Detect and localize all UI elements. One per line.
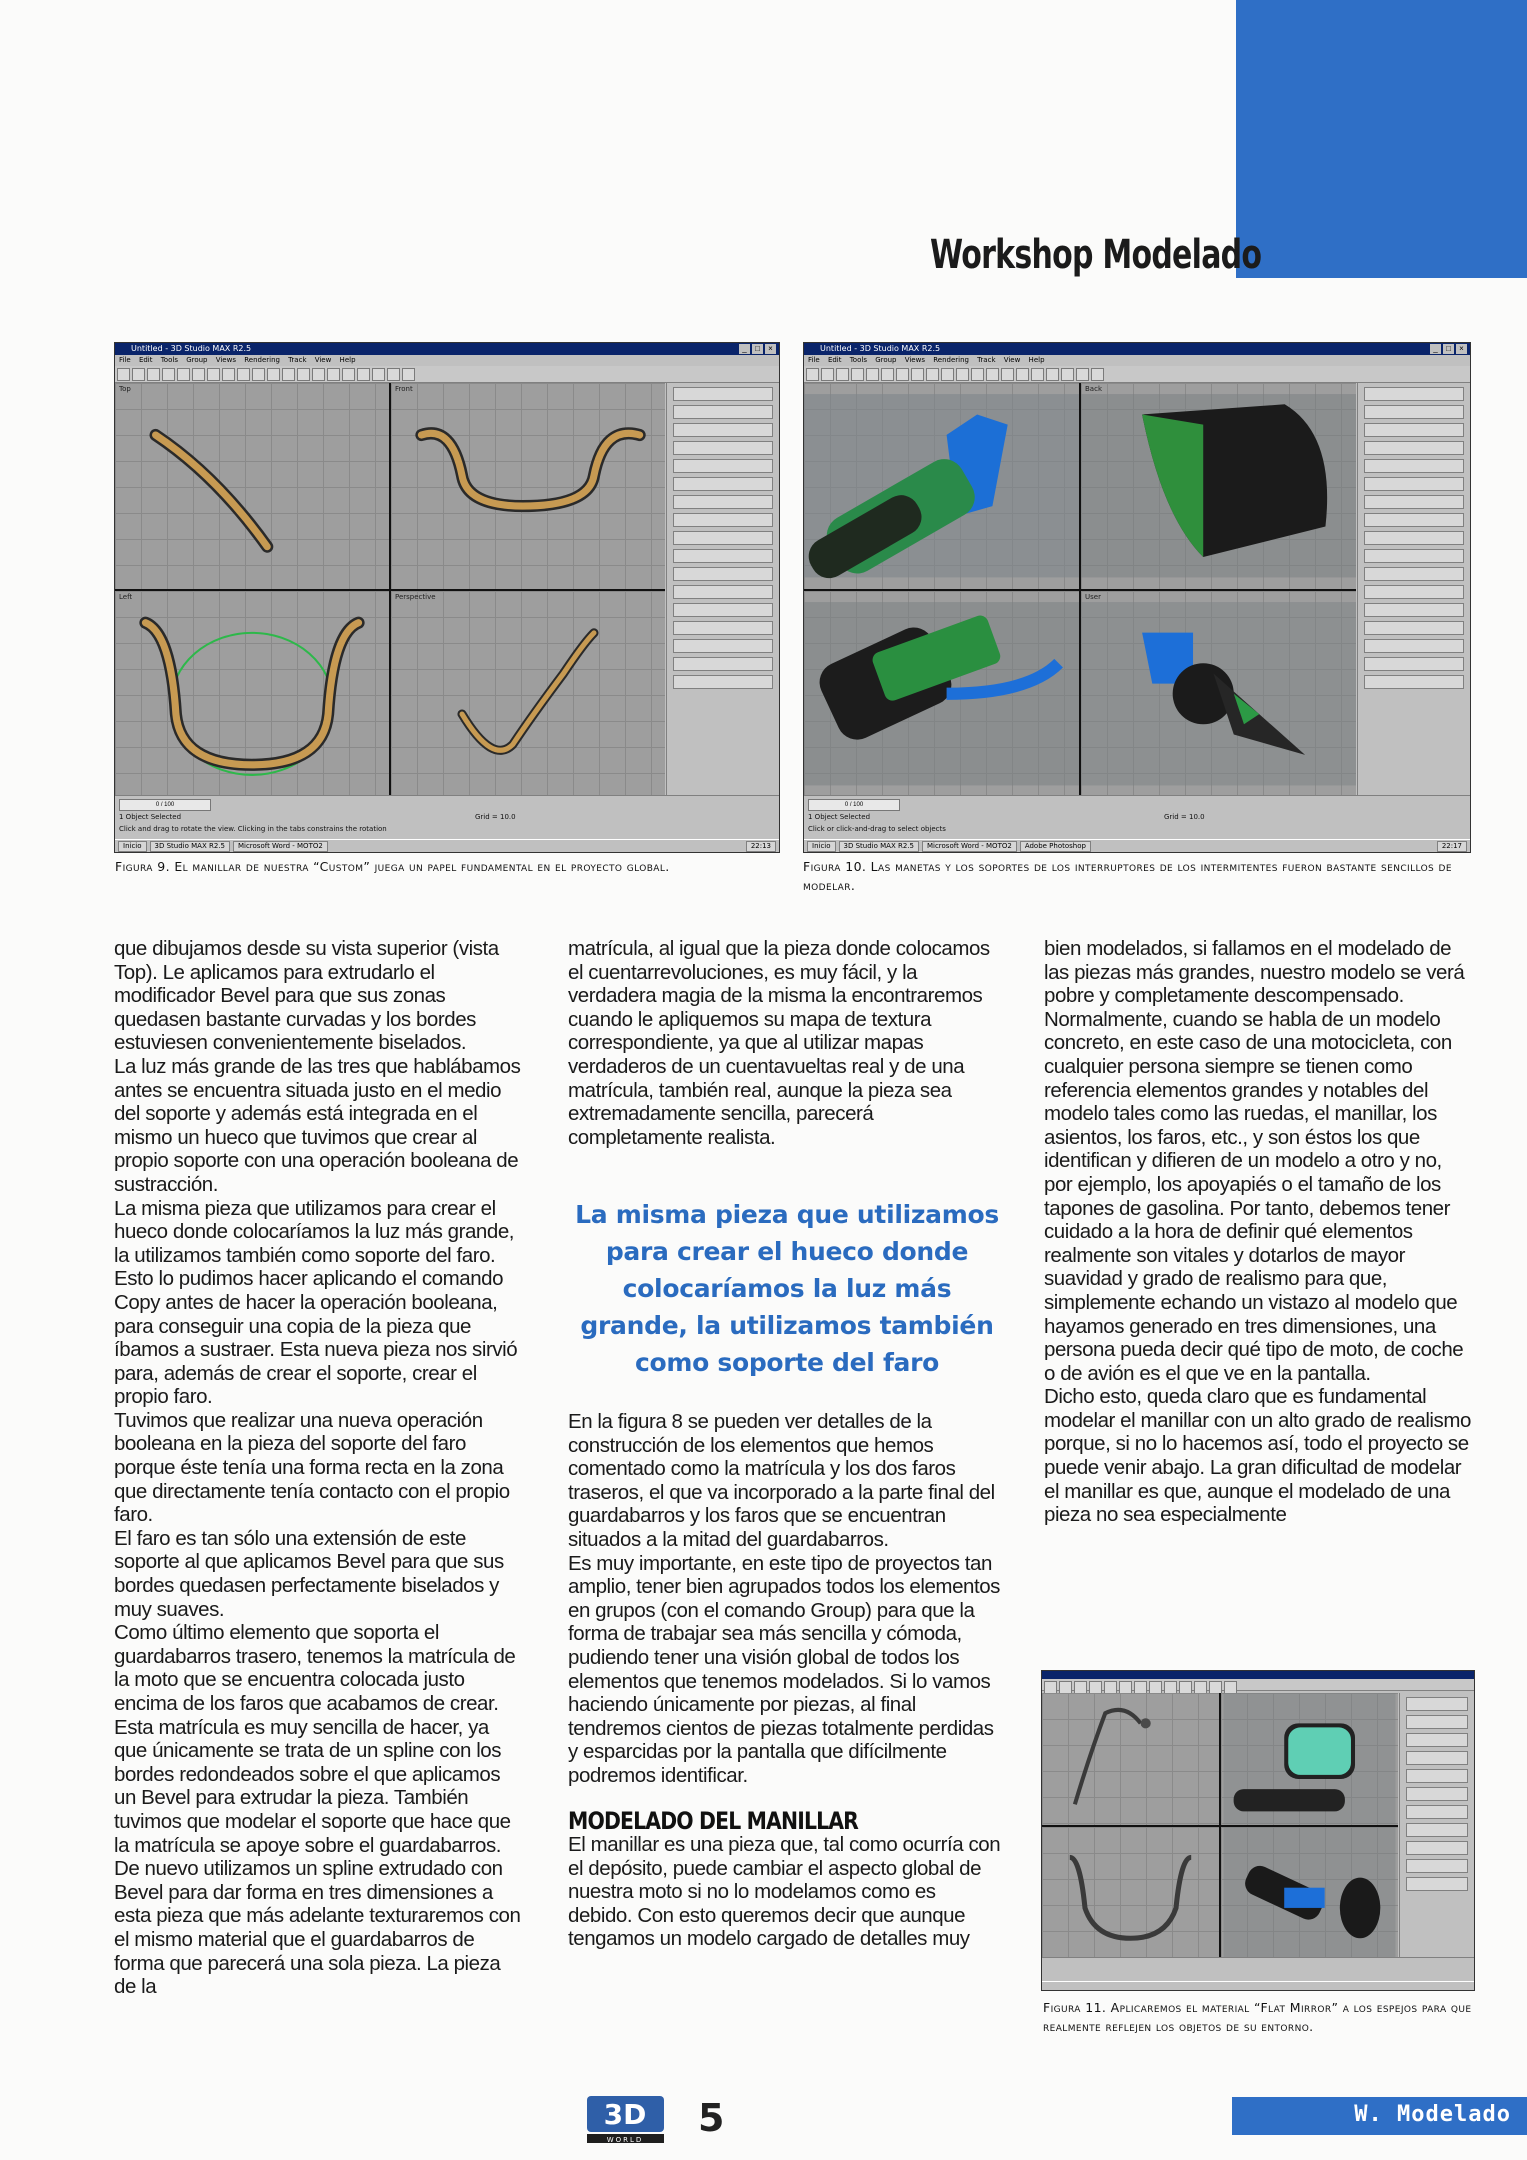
viewport-label: Left — [119, 592, 133, 601]
viewport-label: Top — [119, 385, 131, 393]
handlebar-perspective-shape — [391, 591, 665, 797]
time-slider[interactable]: 0 / 100 — [119, 799, 211, 811]
paragraph: En la figura 8 se pueden ver detalles de la construcción de los elementos que hemos comentado como la matrícula y los dos faros traseros, el que va incorporado a la parte final del guardabarros y los faros que se encuentran situados a la mitad del guardabarros. — [568, 1410, 995, 1551]
paragraph: El faro es tan sólo una extensión de este soporte al que aplicamos Bevel para que sus bordes quedasen perfectamente biselados y muy suaves. — [114, 1526, 504, 1621]
logo-subtext: WORLD — [606, 2136, 644, 2144]
pull-quote: La misma pieza que utilizamos para crear el hueco donde colocaríamos la luz más grande, la utilizamos también como soporte del faro — [575, 1200, 999, 1377]
window-controls — [1430, 344, 1467, 354]
body-column-3 — [1044, 937, 1472, 1527]
status-hint: Click or click-and-drag to select objects — [808, 825, 946, 833]
viewport-top-left — [804, 383, 1079, 589]
lever-shape — [804, 591, 1079, 797]
main-toolbar — [1042, 1679, 1474, 1691]
grid-readout: Grid = 10.0 — [475, 813, 516, 821]
main-toolbar — [804, 366, 1470, 383]
taskbar-item[interactable]: Adobe Photoshop — [1020, 841, 1091, 852]
viewport-bottom-left — [115, 591, 389, 797]
footer-section-tab — [1232, 2097, 1527, 2135]
figure-11-screenshot — [1041, 1670, 1475, 1991]
figure-9-screenshot — [114, 342, 780, 853]
viewport-bottom-right — [391, 591, 665, 797]
paragraph: que dibujamos desde su vista superior (vista Top). Le aplicamos para extrudarlo el modificador Bevel para que sus zonas quedasen bastante curvadas y los bordes estuviesen convenientemente biselados. — [114, 937, 499, 1055]
body-column-2-top — [568, 937, 1004, 1149]
time-slider[interactable]: 0 / 100 — [808, 799, 900, 811]
handlebar-front-small-shape — [1042, 1827, 1219, 1959]
subheading: MODELADO DEL MANILLAR — [568, 1806, 859, 1835]
magazine-logo — [587, 2096, 664, 2148]
minimize-icon: _ — [1430, 344, 1441, 354]
status-hint: Click and drag to rotate the view. Clicking in the tabs constrains the rotation — [119, 825, 387, 833]
viewport-label: Front — [395, 385, 413, 393]
mirror-flat-shape — [1221, 1693, 1398, 1825]
paragraph: Esta matrícula es muy sencilla de hacer, ya que únicamente se trata de un spline con los bordes redondeados sobre el que aplicamos un Bevel para extrudar la pieza. También tuvimos que modelar el soporte que hace que la matrícula se apoye sobre el guardabarros. De nuevo utilizamos un spline extrudado con Bevel para dar forma en tres dimensiones a esta pieza que más adelante texturaremos con el mismo material que el guardabarros de forma que parecerá una sola pieza. La pieza de la — [114, 1715, 521, 1999]
section-title: Workshop Modelado — [930, 232, 1262, 278]
paragraph: matrícula, al igual que la pieza donde colocamos el cuentarrevoluciones, es muy fácil, y la verdadera magia de la misma la encontraremos cuando le apliquemos su mapa de textura correspondiente, ya que al utilizar mapas verdaderos de un cuentavueltas real y de una matrícula, también real, aunque la pieza sea extremadamente sencilla, parecerá completamente realista. — [568, 937, 990, 1149]
status-selected: 1 Object Selected — [119, 813, 182, 821]
viewport-grid — [115, 383, 665, 796]
paragraph: bien modelados, si fallamos en el modelado de las piezas más grandes, nuestro modelo se verá pobre y completamente descompensado. — [1044, 937, 1465, 1008]
handlebar-mirror-shape — [1042, 1693, 1219, 1825]
handlebar-straight-shape — [115, 383, 389, 589]
main-toolbar — [115, 366, 779, 383]
body-column-2-bottom — [568, 1410, 1004, 1951]
viewport-top-right — [1081, 383, 1356, 589]
taskbar-item[interactable]: Microsoft Word - MOTO2 — [233, 841, 328, 852]
paragraph: Es muy importante, en este tipo de proyectos tan amplio, tener bien agrupados todos los elementos en grupos (con el comando Group) para que la forma de trabajar sea más sencilla y cómoda, pudiendo tener una visión global de todos los elementos que tenemos modelados. Si lo vamos haciendo únicamente por piezas, al final tendremos cientos de piezas totalmente perdidas y esparcidas por la pantalla que difícilmente podremos identificar. — [568, 1551, 1000, 1787]
logo-text: 3D — [603, 2098, 647, 2131]
viewport-bottom-left — [1042, 1827, 1219, 1959]
paragraph: El manillar es una pieza que, tal como ocurría con el depósito, puede cambiar el aspecto global de nuestra moto si no lo modelamos como es debido. Con esto queremos decir que aunque tengamos un modelo cargado de detalles muy — [568, 1833, 1001, 1951]
taskbar-item[interactable]: Microsoft Word - MOTO2 — [922, 841, 1017, 852]
viewport-label: User — [1085, 592, 1101, 601]
body-column-1 — [114, 937, 526, 1999]
paragraph: La misma pieza que utilizamos para crear el hueco donde colocaríamos la luz más grande, la utilizamos también como soporte del faro. Esto lo pudimos hacer aplicando el comando Copy antes de hacer la operación booleana, para conseguir una copia de la pieza que íbamos a sustraer. Esta nueva pieza nos sirvió para, además de crear el soporte, crear el propio faro. — [114, 1196, 518, 1409]
status-area — [804, 795, 1470, 840]
start-button[interactable]: Inicio — [118, 841, 147, 852]
command-panel — [666, 383, 779, 796]
viewport-top-left — [1042, 1693, 1219, 1825]
status-selected: 1 Object Selected — [808, 813, 871, 821]
mirror-perspective-shape — [1221, 1827, 1398, 1959]
figure-9-caption: Figura 9. El manillar de nuestra “Custom” juega un papel fundamental en el proyecto global. — [115, 859, 670, 874]
paragraph: Tuvimos que realizar una nueva operación booleana en la pieza del soporte del faro porque éste tenía una forma recta en la zona que directamente tenía contacto con el propio faro. — [114, 1408, 510, 1527]
viewport-label: Perspective — [395, 592, 436, 601]
taskbar — [115, 839, 779, 852]
viewport-top-right — [391, 383, 665, 589]
taskbar — [1042, 1981, 1474, 1990]
headlight-housing-shape — [1081, 383, 1356, 589]
grid-readout: Grid = 10.0 — [1164, 813, 1205, 821]
status-area — [1042, 1957, 1474, 1982]
taskbar-item[interactable]: 3D Studio MAX R2.5 — [839, 841, 919, 852]
taskbar-clock: 22:17 — [1437, 841, 1467, 852]
figure-10-caption: Figura 10. Las manetas y los soportes de los interruptores de los intermitentes fueron bastante sencillos de modelar. — [803, 859, 1452, 893]
viewport-bottom-right — [1221, 1827, 1398, 1959]
figure-10-screenshot — [803, 342, 1471, 853]
handlebar-front-shape — [391, 383, 665, 589]
handlebar-side-shape — [115, 591, 389, 797]
corner-color-block — [1236, 0, 1527, 278]
paragraph: Normalmente, cuando se habla de un modelo concreto, en este caso de una motocicleta, con cualquier persona siempre se tienen como referencia elementos grandes y notables del modelo tales como las ruedas, el manillar, los asientos, los faros, etc., y son éstos los que identifican y difieren de un modelo a otro y no, por ejemplo, los apoyapiés o el tamaño de los tapones de gasolina. Por tanto, debemos tener cuidado a la hora de definir qué elementos realmente son vitales y dotarlos de mayor suavidad y grado de realismo para que, simplemente echando un vistazo al modelo que hayamos generado en tres dimensiones, una persona pueda decir qué tipo de moto, de coche o de avión es el que ve en la pantalla. — [1044, 1007, 1464, 1385]
figure-11-caption: Figura 11. Aplicaremos el material “Flat Mirror” a los espejos para que realmente reflejen los objetos de su entorno. — [1043, 2000, 1472, 2034]
window-controls — [739, 344, 776, 354]
viewport-label: Back — [1085, 385, 1102, 393]
viewport-bottom-left — [804, 591, 1079, 797]
paragraph: Como último elemento que soporta el guardabarros trasero, tenemos la matrícula de la moto que se encuentra colocada justo encima de los faros que acabamos de crear. — [114, 1621, 516, 1715]
indicator-cone-shape — [1081, 591, 1356, 797]
maximize-icon: □ — [1443, 344, 1454, 354]
viewport-top-left — [115, 383, 389, 589]
status-area — [115, 795, 779, 840]
taskbar-clock: 22:13 — [746, 841, 776, 852]
window-titlebar: Untitled - 3D Studio MAX R2.5 — [804, 343, 1470, 355]
paragraph: La luz más grande de las tres que hablábamos antes se encuentra situada justo en el medio del soporte y además está integrada en el mismo un hueco que tuvimos que crear al propio soporte con una operación booleana de sustracción. — [114, 1054, 521, 1196]
taskbar — [804, 839, 1470, 852]
page-number: 5 — [698, 2096, 725, 2140]
command-panel — [1399, 1693, 1474, 1958]
viewport-bottom-right — [1081, 591, 1356, 797]
menu-bar: File Edit Tools Group Views Rendering Track View Help — [119, 356, 356, 364]
switch-housing-shape — [804, 383, 1079, 589]
start-button[interactable]: Inicio — [807, 841, 836, 852]
command-panel — [1357, 383, 1470, 796]
viewport-grid — [804, 383, 1356, 796]
viewport-grid — [1042, 1693, 1398, 1958]
maximize-icon: □ — [752, 344, 763, 354]
close-icon: × — [1456, 344, 1467, 354]
footer-section-label: W. Modelado — [1354, 2102, 1511, 2127]
menu-bar: File Edit Tools Group Views Rendering Track View Help — [808, 356, 1045, 364]
taskbar-item[interactable]: 3D Studio MAX R2.5 — [150, 841, 230, 852]
window-titlebar: Untitled - 3D Studio MAX R2.5 — [115, 343, 779, 355]
minimize-icon: _ — [739, 344, 750, 354]
paragraph: Dicho esto, queda claro que es fundamental modelar el manillar con un alto grado de realismo porque, si no lo hacemos así, todo el proyecto se puede venir abajo. La gran dificultad de modelar el manillar es que, aunque el modelado de una pieza no sea especialmente — [1044, 1385, 1471, 1527]
close-icon: × — [765, 344, 776, 354]
window-titlebar — [1042, 1671, 1474, 1679]
viewport-top-right — [1221, 1693, 1398, 1825]
